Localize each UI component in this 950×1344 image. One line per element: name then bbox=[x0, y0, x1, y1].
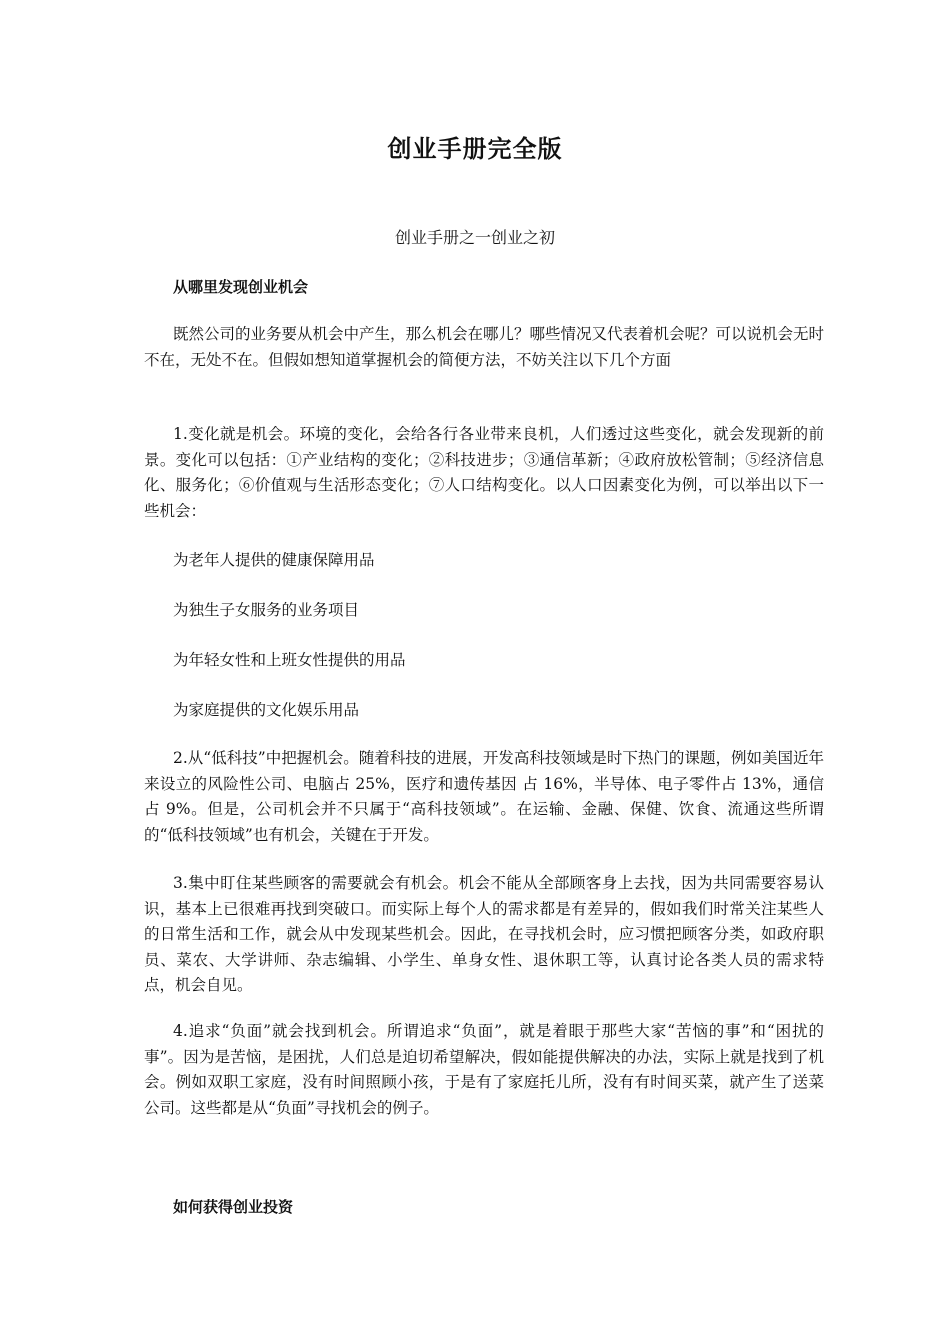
intro-paragraph: 既然公司的业务要从机会中产生，那么机会在哪儿？哪些情况又代表着机会呢？可以说机会无时不在，无处不在。但假如想知道掌握机会的简便方法，不妨关注以下几个方面 bbox=[144, 325, 825, 369]
document-title: 创业手册完全版 bbox=[387, 135, 563, 163]
point-1-paragraph: 1.变化就是机会。环境的变化，会给各行各业带来良机，人们透过这些变化，就会发现新的前景。变化可以包括：①产业结构的变化；②科技进步；③通信革新；④政府放松管制；⑤经济信息化、服务化；⑥价值观与生活形态变化；⑦人口结构变化。以人口因素变化为例，可以举出以下一些机会： bbox=[144, 425, 824, 520]
section-heading-investment: 如何获得创业投资 bbox=[173, 1198, 294, 1216]
point-3-paragraph: 3.集中盯住某些顾客的需要就会有机会。机会不能从全部顾客身上去找，因为共同需要容易认识，基本上已很难再找到突破口。而实际上每个人的需求都是有差异的，假如我们时常关注某些人的日常生活和工作，就会从中发现某些机会。因此，在寻找机会时，应习惯把顾客分类，如政府职员、菜农、大学讲师、杂志编辑、小学生、单身女性、退休职工等，认真讨论各类人员的需求特点，机会自见。 bbox=[144, 874, 824, 994]
example-item-only-child: 为独生子女服务的业务项目 bbox=[173, 601, 360, 619]
example-item-elderly: 为老年人提供的健康保障用品 bbox=[173, 551, 375, 569]
document-subtitle: 创业手册之一创业之初 bbox=[394, 228, 555, 247]
example-item-women: 为年轻女性和上班女性提供的用品 bbox=[173, 651, 406, 669]
point-2-paragraph: 2.从“低科技”中把握机会。随着科技的进展，开发高科技领域是时下热门的课题，例如美国近年来设立的风险性公司、电脑占 25%，医疗和遗传基因 占 16%，半导体、电子零件占 13%，通信占 9%。但是，公司机会并不只属于“高科技领域”。在运输、金融、保健、饮食、流通这些所谓的“低科技领域”也有机会，关键在于开发。 bbox=[144, 749, 824, 844]
example-item-family: 为家庭提供的文化娱乐用品 bbox=[173, 701, 360, 719]
point-4-paragraph: 4.追求“负面”就会找到机会。所谓追求“负面”，就是着眼于那些大家“苦恼的事”和“困扰的事”。因为是苦恼，是困扰，人们总是迫切希望解决，假如能提供解决的办法，实际上就是找到了机会。例如双职工家庭，没有时间照顾小孩，于是有了家庭托儿所，没有有时间买菜，就产生了送菜公司。这些都是从“负面”寻找机会的例子。 bbox=[144, 1022, 824, 1117]
section-heading-opportunity: 从哪里发现创业机会 bbox=[173, 278, 309, 296]
